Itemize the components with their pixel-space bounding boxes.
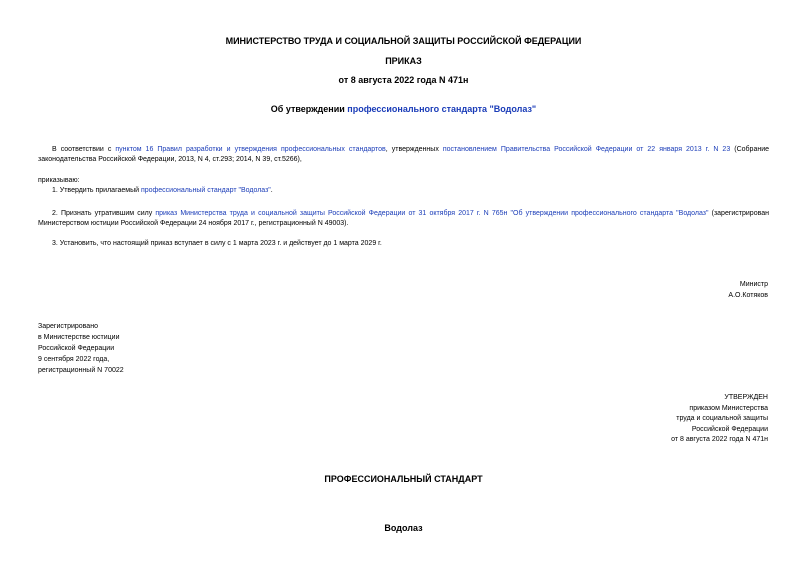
registration-line: Зарегистрировано — [38, 323, 98, 330]
signature-name: А.О.Котяков — [728, 291, 768, 299]
item-1-text-a: 1. Утвердить прилагаемый — [52, 187, 141, 194]
order-subject — [0, 104, 807, 114]
approval-line: труда и социальной защиты — [676, 415, 768, 422]
approval-line: приказом Министерства — [689, 404, 768, 412]
resolution-link[interactable]: постановлением Правительства Российской Федерации от 22 января 2013 г. N 23 — [442, 146, 731, 153]
repealed-order-link[interactable]: приказ Министерства труда и социальной защиты Российской Федерации от 31 октября 2017 г. N 765н "Об утверждении профессионального стандарта "Водолаз" — [155, 210, 709, 217]
ministry-heading: МИНИСТЕРСТВО ТРУДА И СОЦИАЛЬНОЙ ЗАЩИТЫ РОССИЙСКОЙ ФЕДЕРАЦИИ — [225, 36, 582, 46]
preamble-text-b: , утвержденных — [385, 146, 443, 153]
preamble-text-a: В соответствии с — [52, 146, 116, 153]
signature-title: Министр — [739, 281, 768, 288]
approval-line: от 8 августа 2022 года N 471н — [671, 436, 768, 443]
standard-link[interactable]: профессиональный стандарт "Водолаз" — [140, 187, 271, 194]
standard-heading: ПРОФЕССИОНАЛЬНЫЙ СТАНДАРТ — [324, 474, 483, 484]
registration-line: в Министерстве юстиции — [38, 334, 120, 341]
subject-link[interactable]: профессионального стандарта "Водолаз" — [347, 104, 537, 114]
signature-block — [728, 280, 768, 301]
item-2-text-a: 2. Признать утратившим силу — [52, 210, 156, 217]
order-date-number: от 8 августа 2022 года N 471н — [338, 75, 469, 85]
doc-type-heading: ПРИКАЗ — [385, 56, 422, 66]
order-word: приказываю: — [38, 177, 80, 184]
preamble-paragraph — [38, 145, 769, 165]
item-1-text-b: . — [270, 187, 273, 194]
item-3: 3. Установить, что настоящий приказ вступает в силу с 1 марта 2023 г. и действует до 1 марта 2029 г. — [52, 240, 382, 247]
item-1 — [52, 186, 273, 196]
approval-line: УТВЕРЖДЕН — [724, 394, 768, 401]
standard-name: Водолаз — [384, 523, 423, 533]
item-2-text-b: (зарегистрирован Министерством юстиции Российской Федерации 24 ноября 2017 г., регистрационный N 49003). — [38, 210, 769, 227]
registration-line: Российской Федерации — [38, 345, 115, 352]
registration-line: 9 сентября 2022 года, — [38, 356, 110, 363]
registration-block — [38, 321, 124, 376]
approval-block — [671, 393, 768, 446]
rules-link[interactable]: пунктом 16 Правил разработки и утверждения профессиональных стандартов — [115, 146, 386, 153]
item-2 — [38, 209, 769, 229]
subject-prefix: Об утверждении — [270, 104, 348, 114]
preamble-text-c: (Собрание законодательства Российской Федерации, 2013, N 4, ст.293; 2014, N 39, ст.5266), — [38, 146, 770, 163]
approval-line: Российской Федерации — [691, 425, 768, 433]
registration-line: регистрационный N 70022 — [38, 367, 124, 374]
